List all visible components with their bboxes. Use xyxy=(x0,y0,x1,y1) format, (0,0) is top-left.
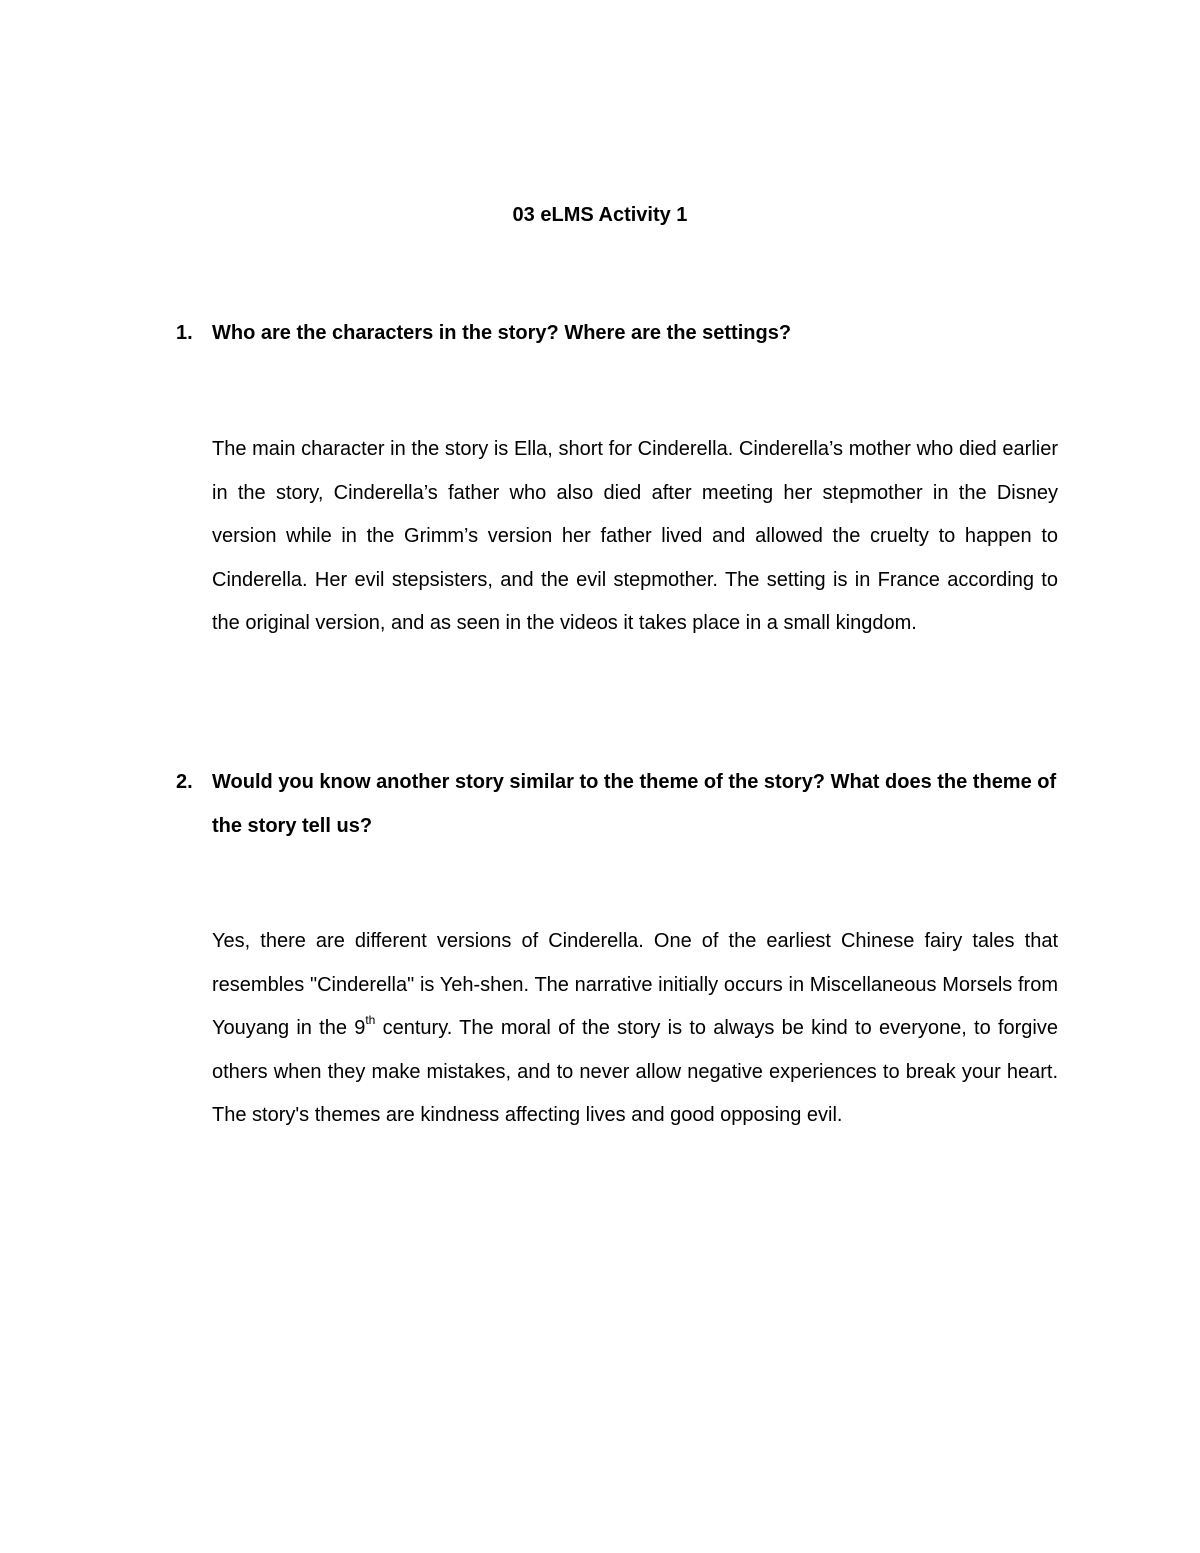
answer-1: The main character in the story is Ella, short for Cinderella. Cinderella’s mother who died earlier in the story, Cinderella’s father who also died after meeting her stepmother in the Disney version while in the Grimm’s version her father lived and allowed the cruelty to happen to Cinderella. Her evil stepsisters, and the evil stepmother. The setting is in France according to the original version, and as seen in the videos it takes place in a small kingdom. xyxy=(212,438,1058,634)
question-2-text: Would you know another story similar to the theme of the story? What does the theme of the story tell us? xyxy=(212,771,1057,837)
question-1 xyxy=(176,312,1058,356)
answer-2 xyxy=(212,920,1058,1138)
question-2-number: 2. xyxy=(176,771,193,793)
answer-2-part-1: Yes, there are different versions of Cinderella. One of the earliest Chinese fairy tales that resembles "Cinderella" is Yeh-shen. The narrative initially occurs in Miscellaneous Morsels from Youyang in the 9 xyxy=(212,930,1058,1039)
question-2 xyxy=(176,761,1058,848)
document-title: 03 eLMS Activity 1 xyxy=(512,204,688,226)
question-1-text: Who are the characters in the story? Where are the settings? xyxy=(212,322,792,344)
answer-2-superscript: th xyxy=(365,1013,376,1028)
answer-2-part-2: century. The moral of the story is to always be kind to everyone, to forgive others when they make mistakes, and to never allow negative experiences to break your heart. The story's themes are kindness affecting lives and good opposing evil. xyxy=(212,1017,1058,1126)
question-1-number: 1. xyxy=(176,322,193,344)
